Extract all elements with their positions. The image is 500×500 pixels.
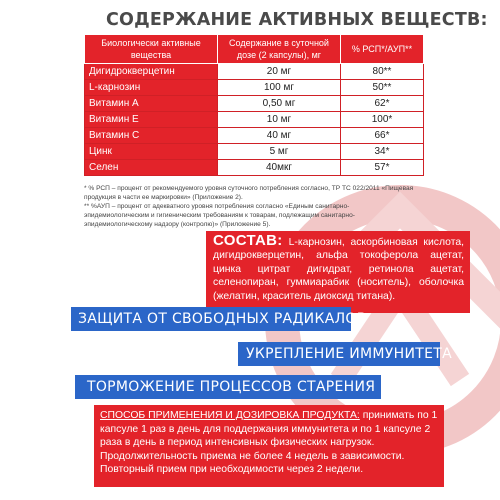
footnotes <box>84 184 414 229</box>
footnote-aup: ** %АУП – процент от адекватного уровня потребления согласно «Единым санитарно-эпидемиологическим и гигиеническим требованиям к товарам, подлежащим санитарно-эпидемиологическому надзору (контролю)» (Приложение 5). <box>84 203 355 228</box>
table-header-row <box>85 35 424 64</box>
substance-amount: 5 мг <box>218 144 341 160</box>
substance-name: Витамин А <box>85 96 218 112</box>
substance-amount: 40 мг <box>218 128 341 144</box>
substance-name: Дигидрокверцетин <box>85 64 218 80</box>
table-row <box>85 160 424 176</box>
substance-percent: 100* <box>341 112 424 128</box>
page-title: СОДЕРЖАНИЕ АКТИВНЫХ ВЕЩЕСТВ: <box>106 10 488 30</box>
benefit-banner-radicals: ЗАЩИТА ОТ СВОБОДНЫХ РАДИКАЛОВ <box>71 307 351 331</box>
substance-name: Витамин С <box>85 128 218 144</box>
ingredients-table <box>84 34 424 176</box>
substance-name: Витамин Е <box>85 112 218 128</box>
column-header-amount: Содержание в суточной дозе (2 капсулы), мг <box>218 35 341 64</box>
substance-name: Цинк <box>85 144 218 160</box>
table-row <box>85 128 424 144</box>
substance-amount: 10 мг <box>218 112 341 128</box>
composition-label: СОСТАВ: <box>213 232 283 249</box>
substance-percent: 34* <box>341 144 424 160</box>
table-row <box>85 144 424 160</box>
benefit-banner-aging: ТОРМОЖЕНИЕ ПРОЦЕССОВ СТАРЕНИЯ <box>75 375 381 399</box>
substance-percent: 50** <box>341 80 424 96</box>
substance-amount: 40мкг <box>218 160 341 176</box>
usage-label: СПОСОБ ПРИМЕНЕНИЯ И ДОЗИРОВКА ПРОДУКТА: <box>100 410 360 421</box>
substance-percent: 62* <box>341 96 424 112</box>
substance-name: L-карнозин <box>85 80 218 96</box>
table-row <box>85 80 424 96</box>
usage-text: принимать по 1 капсуле 1 раз в день для поддержания иммунитета и по 1 капсуле 2 раза в день в период интенсивных физических нагрузок. Продолжительность приема не более 4 недель в зависимости. Повторный прием при необходимости через 2 недели. <box>100 410 438 476</box>
substance-amount: 20 мг <box>218 64 341 80</box>
substance-name: Селен <box>85 160 218 176</box>
substance-percent: 66* <box>341 128 424 144</box>
footnote-rsp: * % РСП – процент от рекомендуемого уровня суточного потребления согласно, ТР ТС 022/2011 «Пищевая продукция в части ее маркировки» (Приложение 2). <box>84 185 414 201</box>
table-row <box>85 96 424 112</box>
table-row <box>85 64 424 80</box>
substance-percent: 80** <box>341 64 424 80</box>
benefit-banner-immunity: УКРЕПЛЕНИЕ ИММУНИТЕТА <box>238 342 440 366</box>
table-row <box>85 112 424 128</box>
usage-box <box>94 405 444 487</box>
composition-text: L-карнозин, аскорбиновая кислота, дигидрокверцетин, альфа токоферола ацетат, цинка цитрат дигидрат, ретинола ацетат, селенопиран, гуммиарабик (носитель), оболочка (желатин, краситель диоксид титана). <box>213 237 464 302</box>
substance-percent: 57* <box>341 160 424 176</box>
column-header-percent: % РСП*/АУП** <box>341 35 424 64</box>
composition-box <box>206 231 470 313</box>
column-header-substance: Биологически активные вещества <box>85 35 218 64</box>
substance-amount: 0,50 мг <box>218 96 341 112</box>
substance-amount: 100 мг <box>218 80 341 96</box>
